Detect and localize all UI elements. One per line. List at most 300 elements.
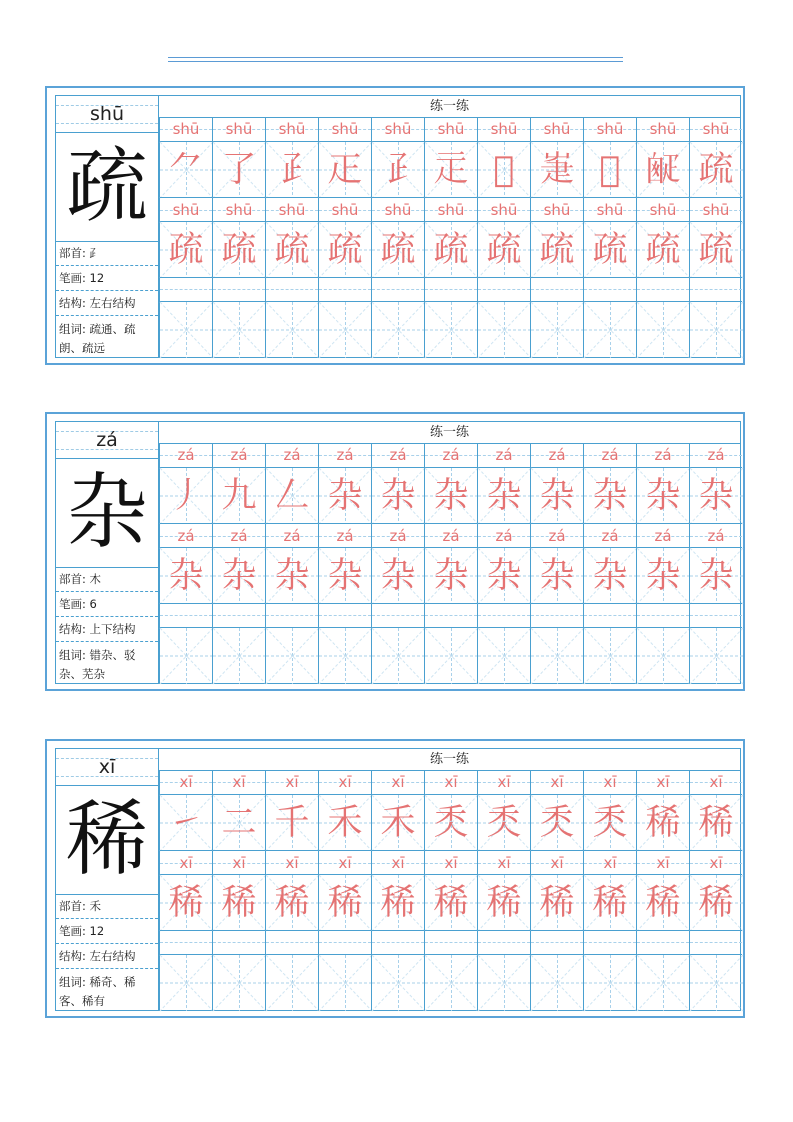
character-info-panel bbox=[55, 95, 159, 358]
blank-pinyin-row bbox=[531, 603, 583, 628]
practice-cell bbox=[478, 547, 530, 604]
pinyin-hint: zá bbox=[266, 523, 318, 548]
blank-pinyin-row bbox=[690, 930, 742, 955]
pinyin-hint: shū bbox=[266, 197, 318, 222]
blank-pinyin-row bbox=[690, 603, 742, 628]
practice-cell bbox=[319, 221, 371, 278]
practice-cell bbox=[584, 467, 636, 524]
trace-character: 杂 bbox=[486, 556, 522, 596]
trace-character: 疏 bbox=[380, 230, 416, 270]
trace-character: 了 bbox=[221, 150, 257, 190]
practice-column bbox=[212, 117, 265, 358]
pinyin-hint: xī bbox=[425, 770, 477, 794]
practice-column bbox=[689, 117, 742, 358]
trace-character: 稀 bbox=[539, 883, 575, 923]
character-card bbox=[45, 86, 745, 365]
pinyin-hint: xī bbox=[372, 850, 424, 875]
header-rule-top bbox=[168, 57, 623, 58]
pinyin-hint: shū bbox=[584, 117, 636, 141]
pinyin-hint: zá bbox=[637, 443, 689, 467]
practice-title: 练一练 bbox=[159, 422, 740, 444]
practice-column bbox=[530, 443, 583, 684]
practice-cell bbox=[372, 874, 424, 931]
model-character: 杂 bbox=[56, 459, 158, 568]
practice-cell bbox=[531, 954, 583, 1011]
character-details bbox=[56, 567, 158, 683]
word-examples-field: 组词: 稀奇、稀客、稀有 bbox=[59, 975, 136, 1008]
practice-cell bbox=[584, 874, 636, 931]
trace-character: 千 bbox=[274, 803, 310, 843]
practice-cell bbox=[584, 547, 636, 604]
practice-cell bbox=[319, 301, 371, 358]
pinyin-hint: shū bbox=[160, 117, 212, 141]
practice-cell bbox=[160, 221, 212, 278]
trace-character: 𤴔 bbox=[380, 150, 416, 190]
pinyin-hint: zá bbox=[213, 523, 265, 548]
practice-cell bbox=[531, 301, 583, 358]
practice-column bbox=[212, 770, 265, 1011]
practice-cell bbox=[531, 874, 583, 931]
practice-column bbox=[371, 443, 424, 684]
blank-pinyin-row bbox=[213, 930, 265, 955]
pinyin-hint: shū bbox=[478, 117, 530, 141]
pinyin-hint: zá bbox=[372, 443, 424, 467]
pinyin-hint: xī bbox=[319, 850, 371, 875]
character-details bbox=[56, 241, 158, 357]
trace-character: 疏 bbox=[221, 230, 257, 270]
practice-column bbox=[159, 443, 212, 684]
pinyin-hint: zá bbox=[372, 523, 424, 548]
stroke-count-field: 笔画: 12 bbox=[56, 266, 158, 291]
practice-cell bbox=[425, 467, 477, 524]
blank-pinyin-row bbox=[584, 930, 636, 955]
model-character: 稀 bbox=[56, 786, 158, 895]
blank-pinyin-row bbox=[213, 603, 265, 628]
trace-character: 杂 bbox=[221, 556, 257, 596]
pinyin-hint: zá bbox=[584, 523, 636, 548]
practice-cell bbox=[266, 627, 318, 684]
practice-cell bbox=[372, 467, 424, 524]
trace-character: 疏 bbox=[327, 230, 363, 270]
pinyin-hint: xī bbox=[478, 770, 530, 794]
practice-column bbox=[159, 117, 212, 358]
trace-character: 疏 bbox=[645, 230, 681, 270]
practice-cell bbox=[372, 627, 424, 684]
practice-cell bbox=[372, 221, 424, 278]
practice-cell bbox=[319, 627, 371, 684]
practice-cell bbox=[690, 221, 742, 278]
practice-cell bbox=[213, 301, 265, 358]
trace-character: 秂 bbox=[592, 803, 628, 843]
practice-cell bbox=[637, 954, 689, 1011]
trace-character: 稀 bbox=[380, 883, 416, 923]
pinyin-hint: shū bbox=[425, 117, 477, 141]
practice-cell bbox=[531, 547, 583, 604]
trace-character: 禾 bbox=[327, 803, 363, 843]
trace-character: 秂 bbox=[486, 803, 522, 843]
trace-character: 杂 bbox=[592, 476, 628, 516]
practice-cell bbox=[425, 547, 477, 604]
trace-character: 𤴕 bbox=[433, 150, 469, 190]
pinyin-hint: zá bbox=[266, 443, 318, 467]
practice-column bbox=[265, 770, 318, 1011]
practice-cell bbox=[266, 874, 318, 931]
pinyin-hint: zá bbox=[160, 443, 212, 467]
blank-pinyin-row bbox=[213, 277, 265, 302]
blank-pinyin-row bbox=[372, 603, 424, 628]
stroke-count-field: 笔画: 12 bbox=[56, 919, 158, 944]
practice-cell bbox=[160, 627, 212, 684]
practice-cell bbox=[531, 467, 583, 524]
practice-cell bbox=[213, 221, 265, 278]
trace-character: 稀 bbox=[168, 883, 204, 923]
pinyin-hint: shū bbox=[372, 117, 424, 141]
trace-character: 丿 bbox=[168, 476, 204, 516]
pinyin-hint: shū bbox=[160, 197, 212, 222]
practice-cell bbox=[213, 547, 265, 604]
pinyin-hint: xī bbox=[319, 770, 371, 794]
practice-cell bbox=[531, 141, 583, 198]
practice-cell bbox=[690, 954, 742, 1011]
pinyin-hint: zá bbox=[319, 443, 371, 467]
practice-column bbox=[265, 117, 318, 358]
blank-pinyin-row bbox=[478, 603, 530, 628]
character-info-panel bbox=[55, 421, 159, 684]
practice-column bbox=[371, 117, 424, 358]
practice-cell bbox=[160, 874, 212, 931]
practice-column bbox=[530, 117, 583, 358]
trace-character: 𤴘 bbox=[599, 150, 621, 190]
blank-pinyin-row bbox=[584, 277, 636, 302]
pinyin-hint: xī bbox=[637, 770, 689, 794]
practice-column bbox=[159, 770, 212, 1011]
practice-cell bbox=[584, 301, 636, 358]
practice-cell bbox=[584, 221, 636, 278]
practice-cell bbox=[637, 467, 689, 524]
pinyin-hint: xī bbox=[425, 850, 477, 875]
practice-column bbox=[318, 770, 371, 1011]
pinyin-box bbox=[56, 749, 158, 786]
trace-character: 杂 bbox=[698, 556, 734, 596]
trace-character: 杂 bbox=[274, 556, 310, 596]
pinyin-hint: xī bbox=[266, 850, 318, 875]
practice-cell bbox=[372, 954, 424, 1011]
pinyin-hint: xī bbox=[160, 850, 212, 875]
practice-column bbox=[636, 770, 689, 1011]
pinyin-hint: shū bbox=[690, 117, 742, 141]
practice-column bbox=[583, 117, 636, 358]
trace-character: 杂 bbox=[168, 556, 204, 596]
trace-character: ㇀ bbox=[168, 803, 204, 843]
pinyin-hint: xī bbox=[213, 770, 265, 794]
practice-cell bbox=[478, 627, 530, 684]
pinyin-box bbox=[56, 422, 158, 459]
stroke-count-field: 笔画: 6 bbox=[56, 592, 158, 617]
practice-column bbox=[424, 443, 477, 684]
pinyin-hint: zá bbox=[690, 443, 742, 467]
practice-cell bbox=[266, 794, 318, 851]
practice-cell bbox=[478, 794, 530, 851]
practice-cell bbox=[372, 794, 424, 851]
practice-cell bbox=[690, 301, 742, 358]
practice-cell bbox=[213, 794, 265, 851]
practice-cell bbox=[584, 954, 636, 1011]
blank-pinyin-row bbox=[584, 603, 636, 628]
trace-character: 疏 bbox=[168, 230, 204, 270]
blank-pinyin-row bbox=[531, 930, 583, 955]
practice-column bbox=[265, 443, 318, 684]
blank-pinyin-row bbox=[319, 930, 371, 955]
practice-column bbox=[424, 770, 477, 1011]
trace-character: 杂 bbox=[539, 476, 575, 516]
practice-cell bbox=[637, 301, 689, 358]
blank-pinyin-row bbox=[319, 603, 371, 628]
practice-column bbox=[583, 443, 636, 684]
practice-column bbox=[689, 443, 742, 684]
practice-cell bbox=[319, 954, 371, 1011]
practice-cell bbox=[266, 301, 318, 358]
character-card bbox=[45, 739, 745, 1018]
trace-character: 疏 bbox=[698, 230, 734, 270]
practice-cell bbox=[478, 141, 530, 198]
blank-pinyin-row bbox=[531, 277, 583, 302]
character-details bbox=[56, 894, 158, 1010]
trace-character: 杂 bbox=[380, 556, 416, 596]
pinyin-hint: xī bbox=[372, 770, 424, 794]
trace-character: 𤴖 bbox=[493, 150, 515, 190]
trace-character: 疏 bbox=[433, 230, 469, 270]
structure-field: 结构: 左右结构 bbox=[56, 291, 158, 316]
pinyin-label: xī bbox=[98, 756, 116, 778]
practice-cell bbox=[637, 874, 689, 931]
pinyin-hint: zá bbox=[478, 523, 530, 548]
practice-cell bbox=[690, 794, 742, 851]
pinyin-hint: zá bbox=[637, 523, 689, 548]
trace-character: 稀 bbox=[433, 883, 469, 923]
trace-character: 禾 bbox=[380, 803, 416, 843]
blank-pinyin-row bbox=[637, 603, 689, 628]
practice-cell bbox=[372, 547, 424, 604]
practice-cell bbox=[213, 467, 265, 524]
practice-cell bbox=[637, 627, 689, 684]
practice-cell bbox=[213, 141, 265, 198]
practice-cell bbox=[266, 467, 318, 524]
pinyin-hint: xī bbox=[690, 850, 742, 875]
word-examples-field: 组词: 错杂、驳杂、芜杂 bbox=[59, 648, 136, 681]
practice-cell bbox=[584, 141, 636, 198]
practice-column bbox=[636, 117, 689, 358]
practice-cell bbox=[584, 794, 636, 851]
blank-pinyin-row bbox=[160, 277, 212, 302]
blank-pinyin-row bbox=[478, 930, 530, 955]
pinyin-box bbox=[56, 96, 158, 133]
practice-cell bbox=[425, 874, 477, 931]
blank-pinyin-row bbox=[266, 930, 318, 955]
trace-character: 杂 bbox=[380, 476, 416, 516]
pinyin-hint: shū bbox=[213, 117, 265, 141]
trace-character: 𤴙 bbox=[645, 150, 681, 190]
trace-character: 稀 bbox=[645, 803, 681, 843]
pinyin-hint: shū bbox=[637, 117, 689, 141]
practice-cell bbox=[372, 141, 424, 198]
practice-cell bbox=[160, 954, 212, 1011]
blank-pinyin-row bbox=[690, 277, 742, 302]
radical-field: 部首: ⺪ bbox=[56, 241, 158, 266]
practice-title: 练一练 bbox=[159, 749, 740, 771]
practice-cell bbox=[425, 794, 477, 851]
structure-field: 结构: 左右结构 bbox=[56, 944, 158, 969]
practice-column bbox=[636, 443, 689, 684]
practice-cell bbox=[478, 221, 530, 278]
practice-cell bbox=[266, 141, 318, 198]
practice-column bbox=[318, 443, 371, 684]
practice-column bbox=[689, 770, 742, 1011]
practice-cell bbox=[319, 794, 371, 851]
practice-cell bbox=[690, 547, 742, 604]
practice-column bbox=[477, 443, 530, 684]
trace-character: 稀 bbox=[645, 883, 681, 923]
practice-column bbox=[583, 770, 636, 1011]
radical-field: 部首: 木 bbox=[56, 567, 158, 592]
pinyin-hint: shū bbox=[372, 197, 424, 222]
practice-cell bbox=[637, 221, 689, 278]
practice-cell bbox=[425, 141, 477, 198]
blank-pinyin-row bbox=[319, 277, 371, 302]
practice-cell bbox=[637, 141, 689, 198]
structure-field: 结构: 上下结构 bbox=[56, 617, 158, 642]
blank-pinyin-row bbox=[425, 930, 477, 955]
pinyin-hint: xī bbox=[584, 850, 636, 875]
blank-pinyin-row bbox=[478, 277, 530, 302]
trace-character: 杂 bbox=[433, 476, 469, 516]
practice-cell bbox=[637, 794, 689, 851]
pinyin-hint: shū bbox=[531, 117, 583, 141]
practice-cell bbox=[478, 954, 530, 1011]
practice-cell bbox=[690, 467, 742, 524]
trace-character: ⺈ bbox=[168, 150, 204, 190]
practice-grid bbox=[159, 748, 741, 1011]
pinyin-hint: xī bbox=[690, 770, 742, 794]
practice-cell bbox=[160, 141, 212, 198]
pinyin-hint: shū bbox=[478, 197, 530, 222]
practice-cell bbox=[531, 627, 583, 684]
trace-character: 杂 bbox=[433, 556, 469, 596]
blank-pinyin-row bbox=[266, 603, 318, 628]
pinyin-hint: shū bbox=[213, 197, 265, 222]
blank-pinyin-row bbox=[160, 930, 212, 955]
pinyin-hint: xī bbox=[531, 770, 583, 794]
practice-cell bbox=[425, 954, 477, 1011]
trace-character: 杂 bbox=[645, 476, 681, 516]
practice-cell bbox=[266, 221, 318, 278]
pinyin-hint: shū bbox=[319, 117, 371, 141]
pinyin-hint: xī bbox=[637, 850, 689, 875]
practice-title: 练一练 bbox=[159, 96, 740, 118]
pinyin-hint: zá bbox=[690, 523, 742, 548]
practice-column bbox=[530, 770, 583, 1011]
trace-character: 杂 bbox=[645, 556, 681, 596]
pinyin-label: shū bbox=[90, 103, 124, 125]
blank-pinyin-row bbox=[372, 930, 424, 955]
practice-cell bbox=[160, 301, 212, 358]
blank-pinyin-row bbox=[266, 277, 318, 302]
practice-cell bbox=[478, 301, 530, 358]
pinyin-hint: zá bbox=[213, 443, 265, 467]
trace-character: 𤴓 bbox=[327, 150, 363, 190]
practice-cell bbox=[213, 874, 265, 931]
pinyin-hint: shū bbox=[690, 197, 742, 222]
pinyin-hint: shū bbox=[266, 117, 318, 141]
practice-column bbox=[477, 770, 530, 1011]
practice-cell bbox=[213, 954, 265, 1011]
pinyin-hint: xī bbox=[160, 770, 212, 794]
trace-character: 秂 bbox=[433, 803, 469, 843]
trace-character: 疏 bbox=[274, 230, 310, 270]
pinyin-hint: shū bbox=[637, 197, 689, 222]
trace-character: 稀 bbox=[592, 883, 628, 923]
pinyin-hint: xī bbox=[213, 850, 265, 875]
blank-pinyin-row bbox=[425, 603, 477, 628]
pinyin-hint: zá bbox=[160, 523, 212, 548]
practice-column bbox=[318, 117, 371, 358]
trace-character: 𠃋 bbox=[274, 476, 310, 516]
trace-character: 杂 bbox=[486, 476, 522, 516]
trace-character: 𤴔 bbox=[274, 150, 310, 190]
pinyin-hint: zá bbox=[425, 443, 477, 467]
pinyin-hint: zá bbox=[478, 443, 530, 467]
practice-cell bbox=[213, 627, 265, 684]
trace-character: 稀 bbox=[486, 883, 522, 923]
trace-character: 稀 bbox=[274, 883, 310, 923]
trace-character: 稀 bbox=[698, 883, 734, 923]
blank-pinyin-row bbox=[425, 277, 477, 302]
practice-cell bbox=[584, 627, 636, 684]
blank-pinyin-row bbox=[160, 603, 212, 628]
trace-character: 秂 bbox=[539, 803, 575, 843]
header-rule-bottom bbox=[168, 61, 623, 62]
trace-character: 疏 bbox=[592, 230, 628, 270]
trace-character: 杂 bbox=[327, 556, 363, 596]
practice-cell bbox=[266, 954, 318, 1011]
radical-field: 部首: 禾 bbox=[56, 894, 158, 919]
trace-character: 稀 bbox=[221, 883, 257, 923]
practice-cell bbox=[690, 627, 742, 684]
pinyin-hint: shū bbox=[531, 197, 583, 222]
practice-cell bbox=[690, 874, 742, 931]
practice-column bbox=[371, 770, 424, 1011]
trace-character: 𤴗 bbox=[539, 150, 575, 190]
pinyin-hint: shū bbox=[584, 197, 636, 222]
practice-cell bbox=[319, 141, 371, 198]
pinyin-hint: xī bbox=[531, 850, 583, 875]
practice-cell bbox=[319, 467, 371, 524]
practice-cell bbox=[531, 794, 583, 851]
practice-cell bbox=[637, 547, 689, 604]
practice-cell bbox=[266, 547, 318, 604]
practice-cell bbox=[425, 221, 477, 278]
word-examples-field: 组词: 疏通、疏朗、疏远 bbox=[59, 322, 136, 355]
practice-cell bbox=[160, 467, 212, 524]
pinyin-hint: xī bbox=[478, 850, 530, 875]
pinyin-hint: zá bbox=[531, 523, 583, 548]
practice-cell bbox=[478, 467, 530, 524]
trace-character: 杂 bbox=[592, 556, 628, 596]
trace-character: 九 bbox=[221, 476, 257, 516]
practice-cell bbox=[319, 547, 371, 604]
character-card bbox=[45, 412, 745, 691]
trace-character: 疏 bbox=[486, 230, 522, 270]
practice-column bbox=[212, 443, 265, 684]
